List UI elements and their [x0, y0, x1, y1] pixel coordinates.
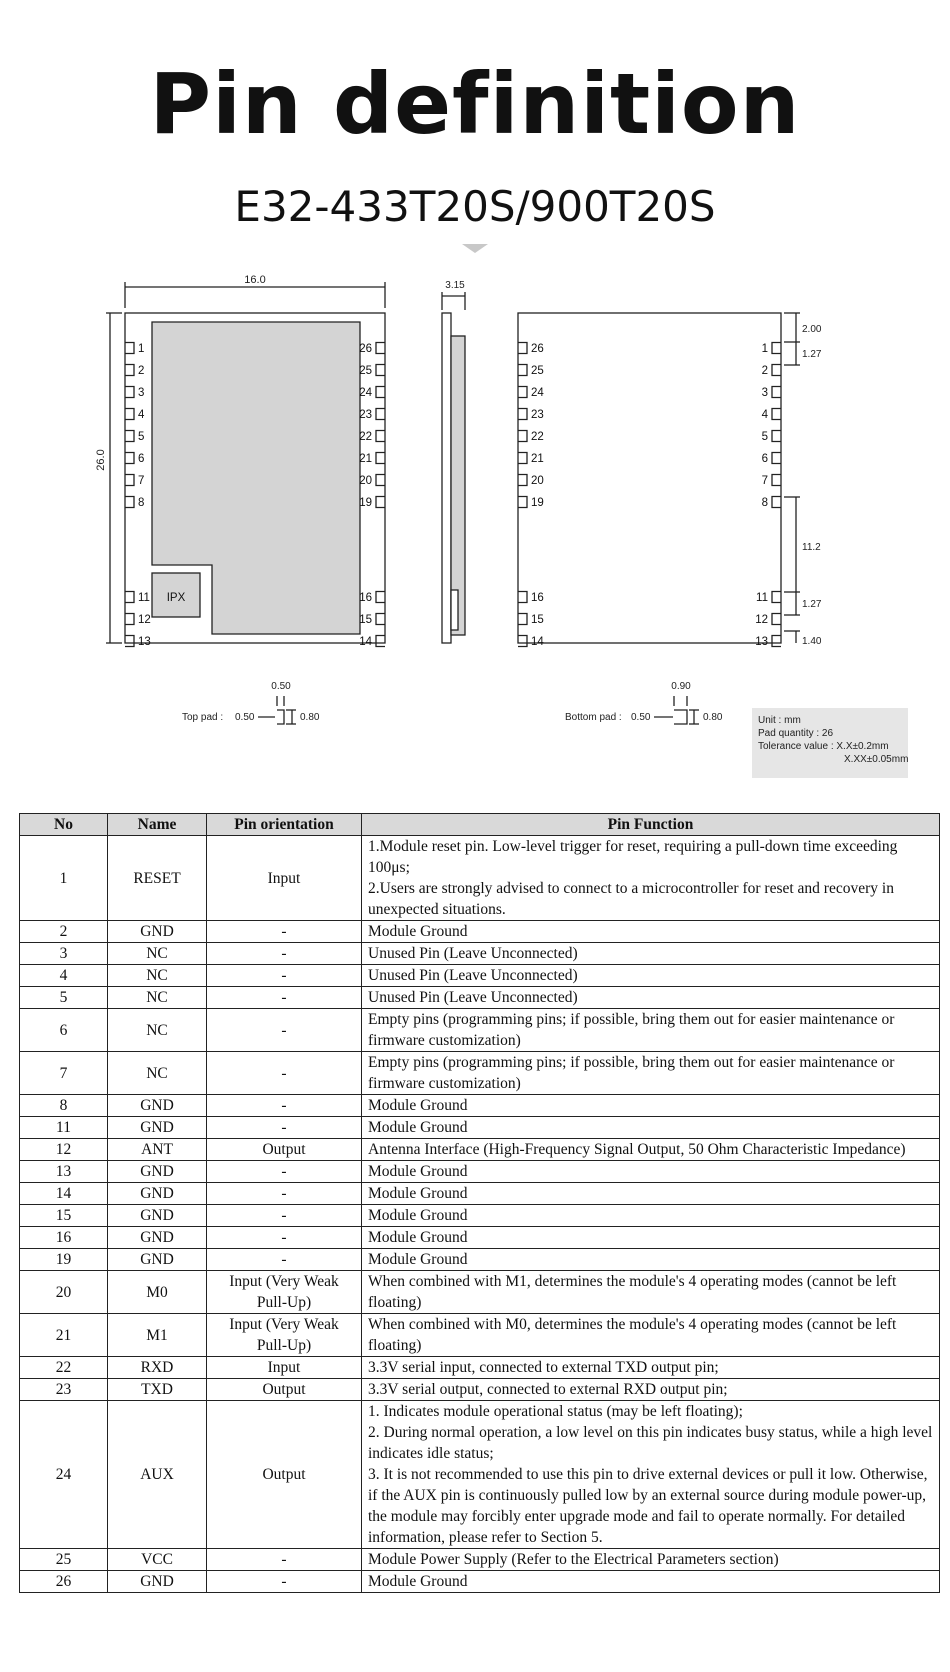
- pin-label: 15: [531, 614, 544, 626]
- pin-function-line: 3.3V serial input, connected to external TXD output pin;: [368, 1359, 719, 1376]
- pin-orientation-cell: -: [207, 1095, 362, 1117]
- table-row: [20, 1139, 940, 1161]
- top-pad-label: Top pad :: [182, 712, 224, 723]
- pin-function-cell: [362, 1205, 940, 1227]
- pin-no-cell: 11: [20, 1117, 108, 1139]
- pin-pad: [376, 365, 385, 376]
- pin-function-line: Module Ground: [368, 1229, 468, 1246]
- bottom-offset-dimension: 1.40: [802, 636, 822, 647]
- bottom-view-outline: [518, 313, 781, 643]
- pin-function-cell: [362, 1401, 940, 1549]
- pin-label: 23: [531, 409, 544, 421]
- pin-pad: [518, 453, 527, 464]
- pin-label: 2: [761, 365, 768, 377]
- pin-orientation-cell: Input: [207, 836, 362, 921]
- pin-label: 4: [761, 409, 768, 421]
- pin-no-cell: 16: [20, 1227, 108, 1249]
- pin-function-cell: [362, 836, 940, 921]
- pin-no-cell: 4: [20, 965, 108, 987]
- table-row: [20, 1205, 940, 1227]
- pin-label: 20: [359, 475, 372, 487]
- pin-function-line: Module Ground: [368, 1163, 468, 1180]
- header-name: Name: [108, 814, 207, 836]
- pin-pad: [376, 453, 385, 464]
- pin-pad: [376, 387, 385, 398]
- pin-pad: [772, 614, 781, 625]
- pin-pad: [518, 409, 527, 420]
- pin-pad: [518, 497, 527, 508]
- pin-function-cell: [362, 1271, 940, 1314]
- pin-pad: [125, 475, 134, 486]
- pin-orientation-cell: Output: [207, 1139, 362, 1161]
- pin-function-cell: [362, 1549, 940, 1571]
- pin-pad: [772, 475, 781, 486]
- pin-label: 21: [531, 453, 544, 465]
- table-header-row: [20, 814, 940, 836]
- pin-label: 25: [359, 365, 372, 377]
- pin-no-cell: 14: [20, 1183, 108, 1205]
- pin-function-cell: [362, 1571, 940, 1593]
- pin-no-cell: 6: [20, 1009, 108, 1052]
- pin-no-cell: 7: [20, 1052, 108, 1095]
- pin-pad: [125, 453, 134, 464]
- pin-name-cell: AUX: [108, 1401, 207, 1549]
- pin-pad: [772, 592, 781, 603]
- pin-function-cell: [362, 943, 940, 965]
- pin-orientation-cell: -: [207, 1227, 362, 1249]
- pin-function-line: Module Ground: [368, 1207, 468, 1224]
- top-pad-shape: [277, 710, 284, 724]
- pin-label: 8: [761, 497, 768, 509]
- pin-orientation-cell: -: [207, 1183, 362, 1205]
- pin-pad: [772, 636, 781, 647]
- pin-orientation-cell: -: [207, 943, 362, 965]
- pin-label: 12: [755, 614, 768, 626]
- pin-table: [19, 813, 940, 1593]
- pin-orientation-cell: -: [207, 1249, 362, 1271]
- pin-function-line: Empty pins (programming pins; if possible, bring them out for easier maintenance or firmware customization): [368, 1011, 895, 1049]
- pin-no-cell: 19: [20, 1249, 108, 1271]
- pin-function-cell: [362, 1227, 940, 1249]
- pin-label: 19: [531, 497, 544, 509]
- pin-label: 25: [531, 365, 544, 377]
- pin-label: 19: [359, 497, 372, 509]
- pin-no-cell: 23: [20, 1379, 108, 1401]
- pin-name-cell: GND: [108, 921, 207, 943]
- top-pad-dim-width: 0.50: [271, 681, 291, 692]
- pin-label: 14: [359, 636, 372, 648]
- pin-orientation-cell: Input (Very Weak Pull-Up): [207, 1314, 362, 1357]
- pin-no-cell: 1: [20, 836, 108, 921]
- pin-function-line: Module Power Supply (Refer to the Electrical Parameters section): [368, 1551, 779, 1568]
- pin-pad: [125, 431, 134, 442]
- pin-orientation-cell: Input: [207, 1357, 362, 1379]
- pin-function-cell: [362, 987, 940, 1009]
- pin-label: 14: [531, 636, 544, 648]
- pin-pad: [772, 431, 781, 442]
- table-row: [20, 1095, 940, 1117]
- pin-pad: [125, 387, 134, 398]
- pin-function-line: 3.3V serial output, connected to external RXD output pin;: [368, 1381, 728, 1398]
- pin-orientation-cell: -: [207, 1549, 362, 1571]
- pad-quantity-text: Pad quantity : 26: [758, 728, 834, 739]
- pin-label: 24: [531, 387, 544, 399]
- pin-orientation-cell: Input (Very Weak Pull-Up): [207, 1271, 362, 1314]
- pin-orientation-cell: Output: [207, 1401, 362, 1549]
- pin-orientation-cell: -: [207, 1161, 362, 1183]
- pin-function-line: Module Ground: [368, 1097, 468, 1114]
- top-pad-dim-right: 0.80: [300, 712, 320, 723]
- pin-name-cell: GND: [108, 1249, 207, 1271]
- pin-pad: [125, 614, 134, 625]
- height-dimension: 26.0: [95, 449, 107, 471]
- gap-dimension: 11.2: [802, 542, 821, 553]
- table-row: [20, 965, 940, 987]
- pin-name-cell: ANT: [108, 1139, 207, 1161]
- pin-function-cell: [362, 1139, 940, 1161]
- pin-function-line: 1.Module reset pin. Low-level trigger for reset, requiring a pull-down time exceeding 100μs;: [368, 838, 898, 876]
- pin-function-line: When combined with M0, determines the module's 4 operating modes (cannot be left floating): [368, 1316, 897, 1354]
- pin-pad: [376, 409, 385, 420]
- pin-pad: [518, 475, 527, 486]
- pin-no-cell: 24: [20, 1401, 108, 1549]
- pin-function-cell: [362, 1249, 940, 1271]
- pin-orientation-cell: -: [207, 1009, 362, 1052]
- pin-function-cell: [362, 1161, 940, 1183]
- pin-function-cell: [362, 1095, 940, 1117]
- side-connector: [451, 590, 458, 630]
- table-row: [20, 1052, 940, 1095]
- pin-pad: [125, 497, 134, 508]
- pin-label: 21: [359, 453, 372, 465]
- pin-label: 26: [359, 343, 372, 355]
- pin-label: 11: [138, 592, 150, 604]
- pin-name-cell: M0: [108, 1271, 207, 1314]
- pin-pad: [376, 497, 385, 508]
- pin-label: 15: [359, 614, 372, 626]
- pin-function-line: Empty pins (programming pins; if possible, bring them out for easier maintenance or firmware customization): [368, 1054, 895, 1092]
- top-offset-dimension: 2.00: [802, 324, 822, 335]
- pin-pad: [376, 475, 385, 486]
- pin-name-cell: NC: [108, 987, 207, 1009]
- page-title: Pin definition: [149, 55, 801, 153]
- table-row: [20, 1571, 940, 1593]
- pin-label: 13: [755, 636, 768, 648]
- pin-pad: [125, 409, 134, 420]
- table-row: [20, 1117, 940, 1139]
- pin-label: 7: [138, 475, 145, 487]
- pin-label: 6: [761, 453, 768, 465]
- pin-pad: [518, 431, 527, 442]
- pin-pad: [518, 592, 527, 603]
- header-orientation: Pin orientation: [207, 814, 362, 836]
- pin-name-cell: NC: [108, 965, 207, 987]
- pin-no-cell: 22: [20, 1357, 108, 1379]
- table-row: [20, 1009, 940, 1052]
- ipx-label: IPX: [166, 592, 186, 604]
- pin-pad: [772, 453, 781, 464]
- pin-orientation-cell: -: [207, 1205, 362, 1227]
- pin-function-cell: [362, 921, 940, 943]
- table-row: [20, 1227, 940, 1249]
- pin-function-cell: [362, 1052, 940, 1095]
- pin-label: 7: [761, 475, 768, 487]
- pin-label: 13: [138, 636, 151, 648]
- pin-function-cell: [362, 1314, 940, 1357]
- pin-name-cell: GND: [108, 1095, 207, 1117]
- pin-name-cell: RXD: [108, 1357, 207, 1379]
- pin-label: 20: [531, 475, 544, 487]
- table-row: [20, 1249, 940, 1271]
- table-row: [20, 1549, 940, 1571]
- pin-no-cell: 12: [20, 1139, 108, 1161]
- header-no: No: [20, 814, 108, 836]
- pin-pad: [376, 343, 385, 354]
- pin-name-cell: GND: [108, 1571, 207, 1593]
- top-pad-dim-left: 0.50: [235, 712, 255, 723]
- pin-name-cell: GND: [108, 1183, 207, 1205]
- pin-function-cell: [362, 1117, 940, 1139]
- table-row: [20, 943, 940, 965]
- pin-function-line: Unused Pin (Leave Unconnected): [368, 967, 578, 984]
- pin-pad: [772, 343, 781, 354]
- pin-label: 22: [531, 431, 544, 443]
- pin-label: 16: [531, 592, 544, 604]
- side-pcb: [442, 313, 451, 643]
- pin-orientation-cell: -: [207, 1052, 362, 1095]
- pin-name-cell: GND: [108, 1227, 207, 1249]
- pin-function-line: Antenna Interface (High-Frequency Signal Output, 50 Ohm Characteristic Impedance): [368, 1141, 906, 1158]
- pin-no-cell: 3: [20, 943, 108, 965]
- pin-function-line: 2.Users are strongly advised to connect to a microcontroller for reset and recovery in unexpected situations.: [368, 880, 894, 918]
- pin-label: 5: [138, 431, 145, 443]
- pin-pad: [518, 614, 527, 625]
- unit-text: Unit : mm: [758, 715, 801, 726]
- bottom-pad-dim-left: 0.50: [631, 712, 651, 723]
- pin-name-cell: NC: [108, 1009, 207, 1052]
- header-function: Pin Function: [362, 814, 940, 836]
- pin-function-line: 1. Indicates module operational status (may be left floating);: [368, 1403, 743, 1420]
- pin-no-cell: 13: [20, 1161, 108, 1183]
- pin-label: 12: [138, 614, 151, 626]
- pin-pad: [376, 636, 385, 647]
- pin-label: 26: [531, 343, 544, 355]
- pin-orientation-cell: -: [207, 921, 362, 943]
- pin-pad: [376, 431, 385, 442]
- pin-no-cell: 25: [20, 1549, 108, 1571]
- table-row: [20, 836, 940, 921]
- pin-pad: [772, 387, 781, 398]
- pin-orientation-cell: Output: [207, 1379, 362, 1401]
- pin-function-line: Module Ground: [368, 1573, 468, 1590]
- pin-function-line: Unused Pin (Leave Unconnected): [368, 989, 578, 1006]
- pin-name-cell: NC: [108, 1052, 207, 1095]
- chevron-down-icon: [462, 244, 488, 253]
- pin-label: 8: [138, 497, 145, 509]
- pin-no-cell: 8: [20, 1095, 108, 1117]
- spec-info-box: [752, 708, 908, 778]
- table-row: [20, 921, 940, 943]
- pin-pad: [376, 614, 385, 625]
- pin-orientation-cell: -: [207, 1571, 362, 1593]
- pin-label: 1: [761, 343, 768, 355]
- pin-orientation-cell: -: [207, 965, 362, 987]
- pin-label: 24: [359, 387, 372, 399]
- tolerance-text-2: X.XX±0.05mm: [844, 754, 909, 765]
- pin-function-line: Unused Pin (Leave Unconnected): [368, 945, 578, 962]
- table-row: [20, 1183, 940, 1205]
- pin-label: 4: [138, 409, 145, 421]
- pin-function-line: When combined with M1, determines the module's 4 operating modes (cannot be left floating): [368, 1273, 897, 1311]
- pitch-dimension: 1.27: [802, 349, 822, 360]
- table-row: [20, 1401, 940, 1549]
- pin-pad: [125, 636, 134, 647]
- pin-label: 22: [359, 431, 372, 443]
- pin-name-cell: GND: [108, 1161, 207, 1183]
- pin-pad: [772, 365, 781, 376]
- table-row: [20, 1271, 940, 1314]
- bottom-pad-dim-right: 0.80: [703, 712, 723, 723]
- pin-function-cell: [362, 1379, 940, 1401]
- pin-function-line: 2. During normal operation, a low level on this pin indicates busy status, while a high level indicates idle status;: [368, 1424, 933, 1462]
- pin-function-line: Module Ground: [368, 1185, 468, 1202]
- pin-pad: [518, 343, 527, 354]
- table-row: [20, 987, 940, 1009]
- pin-label: 3: [761, 387, 768, 399]
- pin-pad: [518, 636, 527, 647]
- pin-name-cell: NC: [108, 943, 207, 965]
- pin-pad: [376, 592, 385, 603]
- model-name: E32-433T20S/900T20S: [234, 182, 716, 231]
- pin-orientation-cell: -: [207, 1117, 362, 1139]
- pin-function-line: Module Ground: [368, 1119, 468, 1136]
- pin-no-cell: 2: [20, 921, 108, 943]
- pin-label: 6: [138, 453, 145, 465]
- pin-label: 3: [138, 387, 145, 399]
- pin-name-cell: VCC: [108, 1549, 207, 1571]
- table-row: [20, 1357, 940, 1379]
- thickness-dimension: 3.15: [445, 280, 465, 291]
- pin-no-cell: 20: [20, 1271, 108, 1314]
- pin-name-cell: M1: [108, 1314, 207, 1357]
- pin-label: 1: [138, 343, 145, 355]
- pin-label: 23: [359, 409, 372, 421]
- pin-no-cell: 15: [20, 1205, 108, 1227]
- bottom-pad-label: Bottom pad :: [565, 712, 622, 723]
- pitch-dimension-2: 1.27: [802, 599, 822, 610]
- pin-label: 16: [359, 592, 372, 604]
- pin-orientation-cell: -: [207, 987, 362, 1009]
- pin-no-cell: 5: [20, 987, 108, 1009]
- bottom-pad-dim-width: 0.90: [671, 681, 691, 692]
- pin-pad: [518, 387, 527, 398]
- table-row: [20, 1161, 940, 1183]
- pin-pad: [772, 409, 781, 420]
- width-dimension: 16.0: [244, 274, 266, 286]
- pin-function-line: Module Ground: [368, 1251, 468, 1268]
- pin-pad: [125, 592, 134, 603]
- pin-pad: [518, 365, 527, 376]
- bottom-pad-shape: [674, 710, 687, 724]
- pin-name-cell: GND: [108, 1117, 207, 1139]
- pin-name-cell: RESET: [108, 836, 207, 921]
- pin-name-cell: GND: [108, 1205, 207, 1227]
- pin-label: 11: [756, 592, 768, 604]
- pin-function-line: Module Ground: [368, 923, 468, 940]
- table-row: [20, 1314, 940, 1357]
- pin-pad: [125, 343, 134, 354]
- pin-function-cell: [362, 965, 940, 987]
- tolerance-text: Tolerance value : X.X±0.2mm: [758, 741, 889, 752]
- pin-function-cell: [362, 1183, 940, 1205]
- pin-label: 2: [138, 365, 145, 377]
- pin-function-cell: [362, 1357, 940, 1379]
- pin-pad: [772, 497, 781, 508]
- pin-name-cell: TXD: [108, 1379, 207, 1401]
- pin-function-line: 3. It is not recommended to use this pin to drive external devices or pull it low. Otherwise, if the AUX pin is continuously pulled low by an external source during module power-up, the module may forcibly enter upgrade mode and fail to operate normally. For detailed information, please refer to Section 5.: [368, 1466, 928, 1546]
- pin-pad: [125, 365, 134, 376]
- pin-label: 5: [761, 431, 768, 443]
- pin-function-cell: [362, 1009, 940, 1052]
- pin-no-cell: 26: [20, 1571, 108, 1593]
- table-row: [20, 1379, 940, 1401]
- pin-no-cell: 21: [20, 1314, 108, 1357]
